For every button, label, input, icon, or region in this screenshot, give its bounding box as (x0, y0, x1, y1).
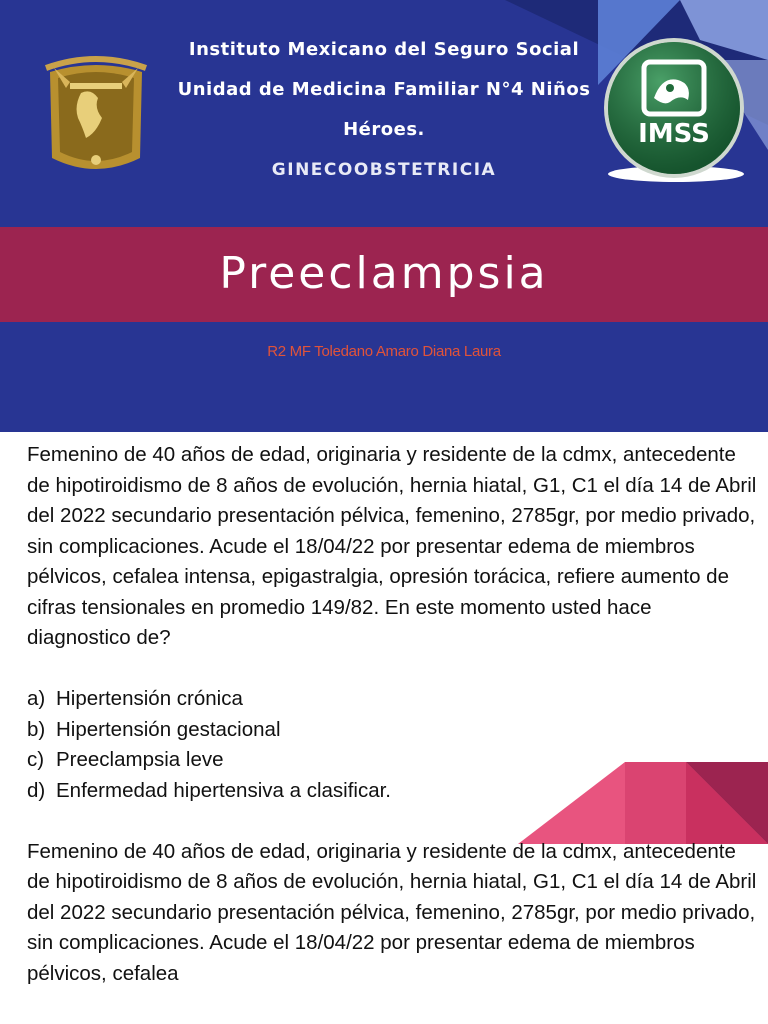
unam-logo (36, 48, 156, 183)
option-text: Hipertensión crónica (56, 687, 243, 710)
institution-line-1: Instituto Mexicano del Seguro Social (188, 39, 580, 60)
option-letter: a) (27, 687, 46, 710)
option-letter: d) (27, 778, 46, 802)
option-text: Hipertensión gestacional (56, 717, 281, 741)
option-c (27, 745, 757, 776)
case-2-paragraph: Femenino de 40 años de edad, originaria y residente de la cdmx, antecedente de hipotiroidismo de 8 años de evolución, hernia hiatal, G1, C1 el día 14 de Abril del 2022 secundario presentación pélvica, femenino, 2785gr, por medio privado, sin complicaciones. Acude el 18/04/22 por presentar edema de miembros pélvicos, cefalea (27, 839, 757, 985)
imss-logo (596, 36, 748, 188)
option-a (27, 684, 757, 715)
institution-header (168, 30, 600, 190)
slide-header (0, 0, 768, 432)
option-b (27, 715, 757, 746)
case-1-options (27, 684, 757, 806)
option-d (27, 776, 757, 807)
option-letter: c) (27, 748, 45, 771)
department-label: GINECOOBSTETRICIA (271, 160, 497, 180)
slide-title: Preeclampsia (219, 248, 549, 299)
imss-logo-text: IMSS (638, 119, 710, 149)
author-line: R2 MF Toledano Amaro Diana Laura (267, 343, 501, 360)
institution-line-2: Unidad de Medicina Familiar N°4 Niños (177, 79, 591, 100)
option-text: Enfermedad hipertensiva a clasificar. (56, 778, 392, 802)
slide-body (27, 440, 757, 989)
case-1-paragraph: Femenino de 40 años de edad, originaria y residente de la cdmx, antecedente de hipotiroidismo de 8 años de evolución, hernia hiatal, G1, C1 el día 14 de Abril del 2022 secundario presentación pélvica, femenino, 2785gr, por medio privado, sin complicaciones. Acude el 18/04/22 por presentar edema de miembros pélvicos, cefalea intensa, epigastralgia, opresión torácica, refiere aumento de cifras tensionales en promedio 149/82. En este momento usted hace diagnostico de? (27, 443, 757, 649)
option-text: Preeclampsia leve (56, 748, 224, 771)
institution-line-3: Héroes. (343, 119, 425, 140)
option-letter: b) (27, 717, 46, 741)
